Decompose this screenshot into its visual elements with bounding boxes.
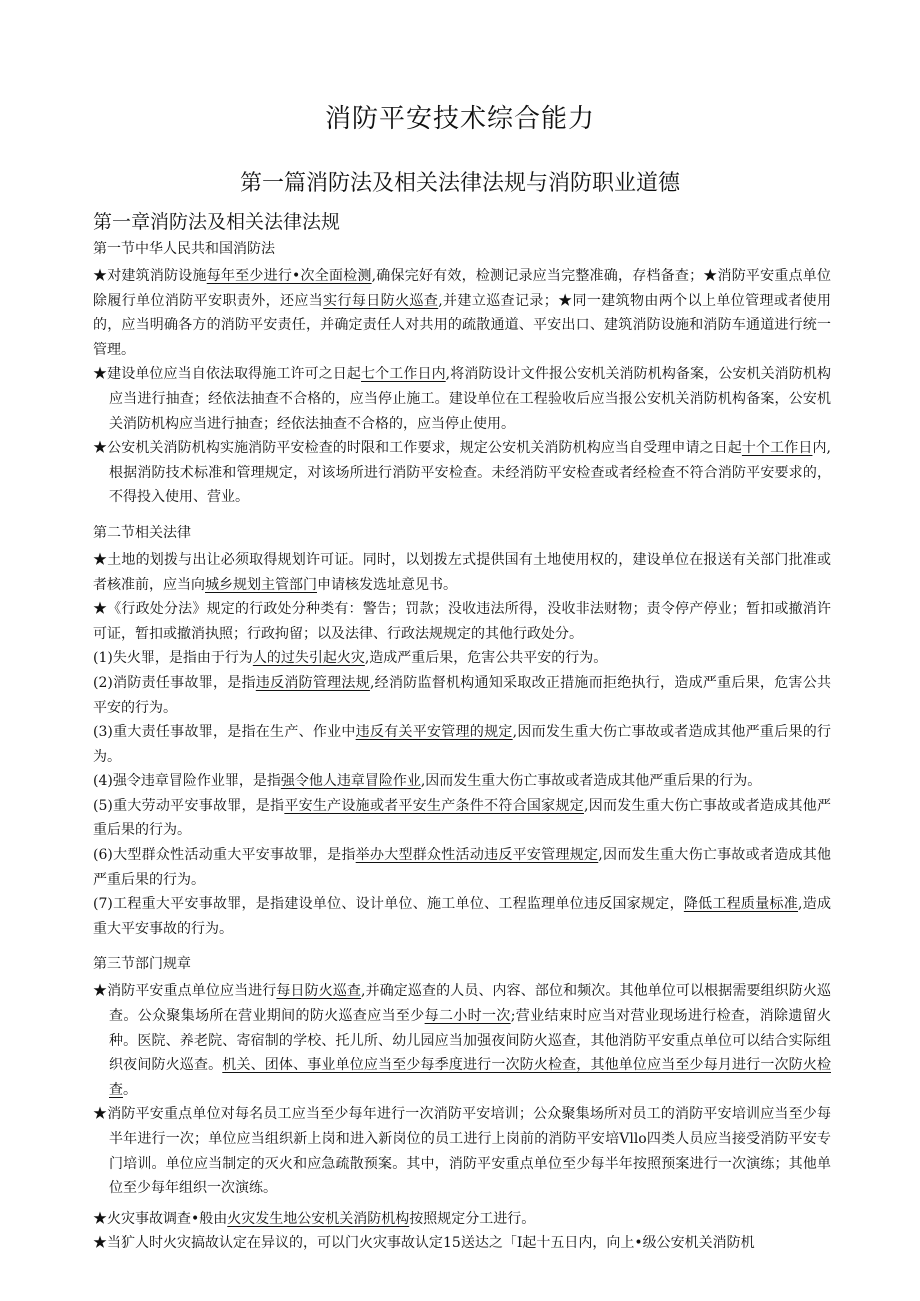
section-heading: 第二节相关法律 xyxy=(93,524,191,541)
paragraph: ★公安机关消防机构实施消防平安检查的时限和工作要求，规定公安机关消防机构应当自受理申请之日起十个工作日内,根据消防技术标准和管理规定，对该场所进行消防平安检查。未经消防平安检查或者经检查不符合消防平安要求的，不得投入使用、营业。 xyxy=(93,440,832,506)
crime-definition: (7)工程重大平安事故罪，是指建设单位、设计单位、施工单位、工程监理单位违反国家规定，降低工程质量标准,造成重大平安事故的行为。 xyxy=(93,896,832,937)
underlined-key-point: 实行每日防火巡查 xyxy=(323,292,439,309)
paragraph: ★消防平安重点单位应当进行每日防火巡查,并确定巡查的人员、内容、部位和频次。其他单位可以根据需要组织防火巡查。公众聚集场所在营业期间的防火巡查应当至少每二小时一次;营业结束时应当对营业现场进行检查，消除遗留火种。医院、养老院、寄宿制的学校、托儿所、幼儿园应当加强夜间防火巡查，其他消防平安重点单位可以结合实际组织夜间防火巡查。机关、团体、事业单位应当至少每季度进行一次防火检查，其他单位应当至少每月进行一次防火检查。 xyxy=(93,983,832,1098)
crime-definition: (5)重大劳动平安事故罪，是指平安生产设施或者平安生产条件不符合国家规定,因而发生重大伤亡事故或者造成其他严重后果的行为。 xyxy=(93,797,832,839)
underlined-key-point: 七个工作日内 xyxy=(361,366,446,383)
section-heading: 第一节中华人民共和国消防法 xyxy=(93,241,275,257)
underlined-key-point: 每日防火巡查 xyxy=(276,983,362,1000)
underlined-key-point: 强令他人违章冒险作业 xyxy=(280,773,421,790)
underlined-key-point: 每二小时一次 xyxy=(424,1008,511,1025)
paragraph: ★当犷人时火灾搞故认定在异议的，可以门火灾事故认定15送达之「I起十五日内，向上•级公安机关消防机 xyxy=(93,1235,755,1252)
underlined-key-point: 每年至少进行•次全面检测 xyxy=(206,268,372,284)
underlined-key-point: 人的过失引起火灾 xyxy=(252,650,365,667)
crime-definition: (4)强令违章冒险作业罪，是指强令他人违章冒险作业,因而发生重大伤亡事故或者造成其他严重后果的行为。 xyxy=(93,773,762,790)
paragraph: ★《行政处分法》规定的行政处分种类有：警告；罚款；没收违法所得，没收非法财物；责令停产停业；暂扣或撤消许可证，暂扣或撤消执照；行政拘留；以及法律、行政法规规定的其他行政处分。 xyxy=(93,601,831,642)
underlined-key-point: 十个工作日 xyxy=(741,440,813,457)
crime-definition: (6)大型群众性活动重大平安事故罪，是指举办大型群众性活动违反平安管理规定,因而发生重大伤亡事故或者造成其他严重后果的行为。 xyxy=(93,847,831,888)
crime-definition: (1)失火罪，是指由于行为人的过失引起火灾,造成严重后果，危害公共平安的行为。 xyxy=(93,650,608,667)
paragraph: ★火灾事故调查•般由火灾发生地公安机关消防机构按照规定分工进行。 xyxy=(93,1210,536,1227)
underlined-key-point: 城乡规划主管部门 xyxy=(205,576,317,593)
part-heading: 第一篇消防法及相关法律法规与消防职业道德 xyxy=(239,171,680,196)
crime-definition: (3)重大责任事故罪，是指在生产、作业中违反有关平安管理的规定,因而发生重大伤亡事故或者造成其他严重后果的行为。 xyxy=(93,724,832,765)
paragraph: ★建设单位应当自依法取得施工许可之日起七个工作日内,将消防设计文件报公安机关消防机构备案，公安机关消防机构应当进行抽查；经依法抽查不合格的，应当停止施工。建设单位在工程验收后应当报公安机关消防机构备案，公安机关消防机构应当进行抽查；经依法抽查不合格的，应当停止使用。 xyxy=(93,366,832,432)
section-heading: 第三节部门规章 xyxy=(93,956,191,973)
underlined-key-point: 降低工程质量标准 xyxy=(683,896,799,913)
paragraph: ★土地的划拨与出让必须取得规划许可证。同时，以划拨左式提供国有土地使用权的，建设单位在报送有关部门批准或者核准前，应当向城乡规划主管部门申请核发选址意见书。 xyxy=(93,551,831,593)
crime-definition: (2)消防责任事故罪，是指违反消防管理法规,经消防监督机构通知采取改正措施而拒绝执行，造成严重后果，危害公共平安的行为。 xyxy=(93,674,831,716)
paragraph: ★对建筑消防设施每年至少进行•次全面检测,确保完好有效，检测记录应当完整准确，存档备查；★消防平安重点单位除履行单位消防平安职责外，还应当实行每日防火巡查,并建立巡查记录；★同一建筑物由两个以上单位管理或者使用的，应当明确各方的消防平安责任，并确定责任人对共用的疏散通道、平安出口、建筑消防设施和消防车通道进行统一管理。 xyxy=(93,268,832,358)
underlined-key-point: 火灾发生地公安机关消防机构 xyxy=(227,1210,410,1227)
underlined-key-point: 平安生产设施或者平安生产条件不符合国家规定 xyxy=(284,797,584,814)
chapter-heading: 第一章消防法及相关法律法规 xyxy=(93,211,341,233)
underlined-key-point: 违反消防管理法规 xyxy=(255,674,370,691)
paragraph: ★消防平安重点单位对每名员工应当至少每年进行一次消防平安培训；公众聚集场所对员工的消防平安培训应当至少每半年进行一次；单位应当组织新上岗和进入新岗位的员工进行上岗前的消防平安培Vllo四类人员应当接受消防平安专门培训。单位应当制定的灭火和应急疏散预案。其中，消防平安重点单位至少每半年按照预案进行一次演练；其他单位至少每年组织一次演练。 xyxy=(93,1106,831,1197)
underlined-key-point: 举办大型群众性活动违反平安管理规定 xyxy=(355,847,599,864)
document-body xyxy=(93,238,831,1256)
underlined-key-point: 违反有关平安管理的规定 xyxy=(355,724,513,741)
document-title: 消防平安技术综合能力 xyxy=(324,104,595,134)
underlined-key-point: 机关、团体、事业单位应当至少每季度进行一次防火检查，其他单位应当至少每月进行一次防火检查 xyxy=(109,1057,831,1098)
